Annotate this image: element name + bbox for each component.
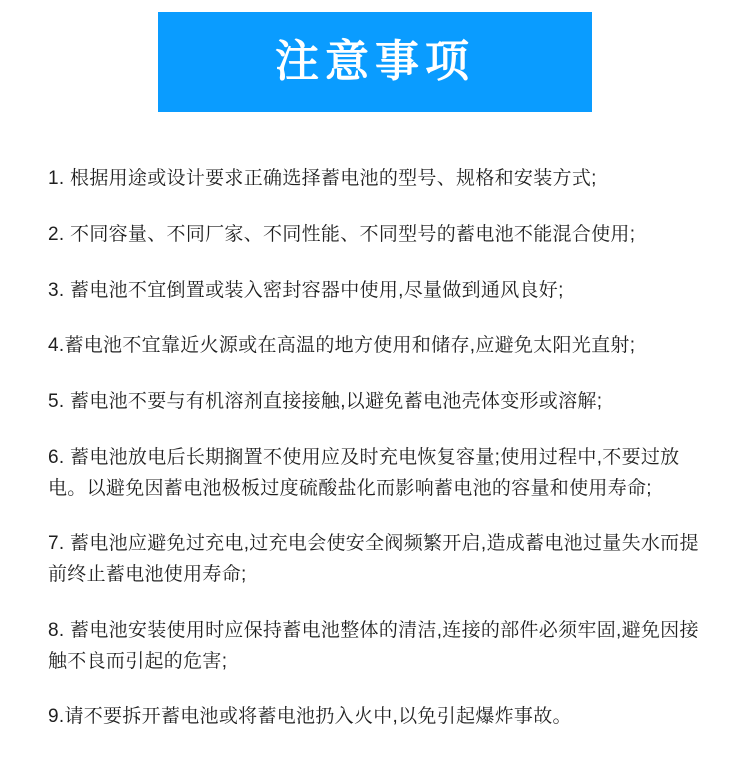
list-item: 8. 蓄电池安装使用时应保持蓄电池整体的清洁,连接的部件必须牢固,避免因接触不良而引起的危害; bbox=[48, 619, 699, 672]
title-banner bbox=[158, 12, 592, 112]
title-section bbox=[0, 0, 750, 112]
list-item: 5. 蓄电池不要与有机溶剂直接接触,以避免蓄电池壳体变形或溶解; bbox=[48, 391, 603, 413]
list-item: 2. 不同容量、不同厂家、不同性能、不同型号的蓄电池不能混合使用; bbox=[48, 223, 636, 245]
list-item: 9.请不要拆开蓄电池或将蓄电池扔入火中,以免引起爆炸事故。 bbox=[48, 706, 572, 728]
page-title: 注意事项 bbox=[275, 37, 475, 86]
list-item: 1. 根据用途或设计要求正确选择蓄电池的型号、规格和安装方式; bbox=[48, 168, 597, 189]
list-item: 4.蓄电池不宜靠近火源或在高温的地方使用和储存,应避免太阳光直射; bbox=[48, 335, 636, 357]
list-item: 6. 蓄电池放电后长期搁置不使用应及时充电恢复容量;使用过程中,不要过放电。以避免因蓄电池极板过度硫酸盐化而影响蓄电池的容量和使用寿命; bbox=[48, 446, 680, 499]
notes-list bbox=[0, 164, 750, 733]
list-item: 7. 蓄电池应避免过充电,过充电会使安全阀频繁开启,造成蓄电池过量失水而提前终止蓄电池使用寿命; bbox=[48, 533, 699, 586]
list-item: 3. 蓄电池不宜倒置或装入密封容器中使用,尽量做到通风良好; bbox=[48, 279, 564, 301]
